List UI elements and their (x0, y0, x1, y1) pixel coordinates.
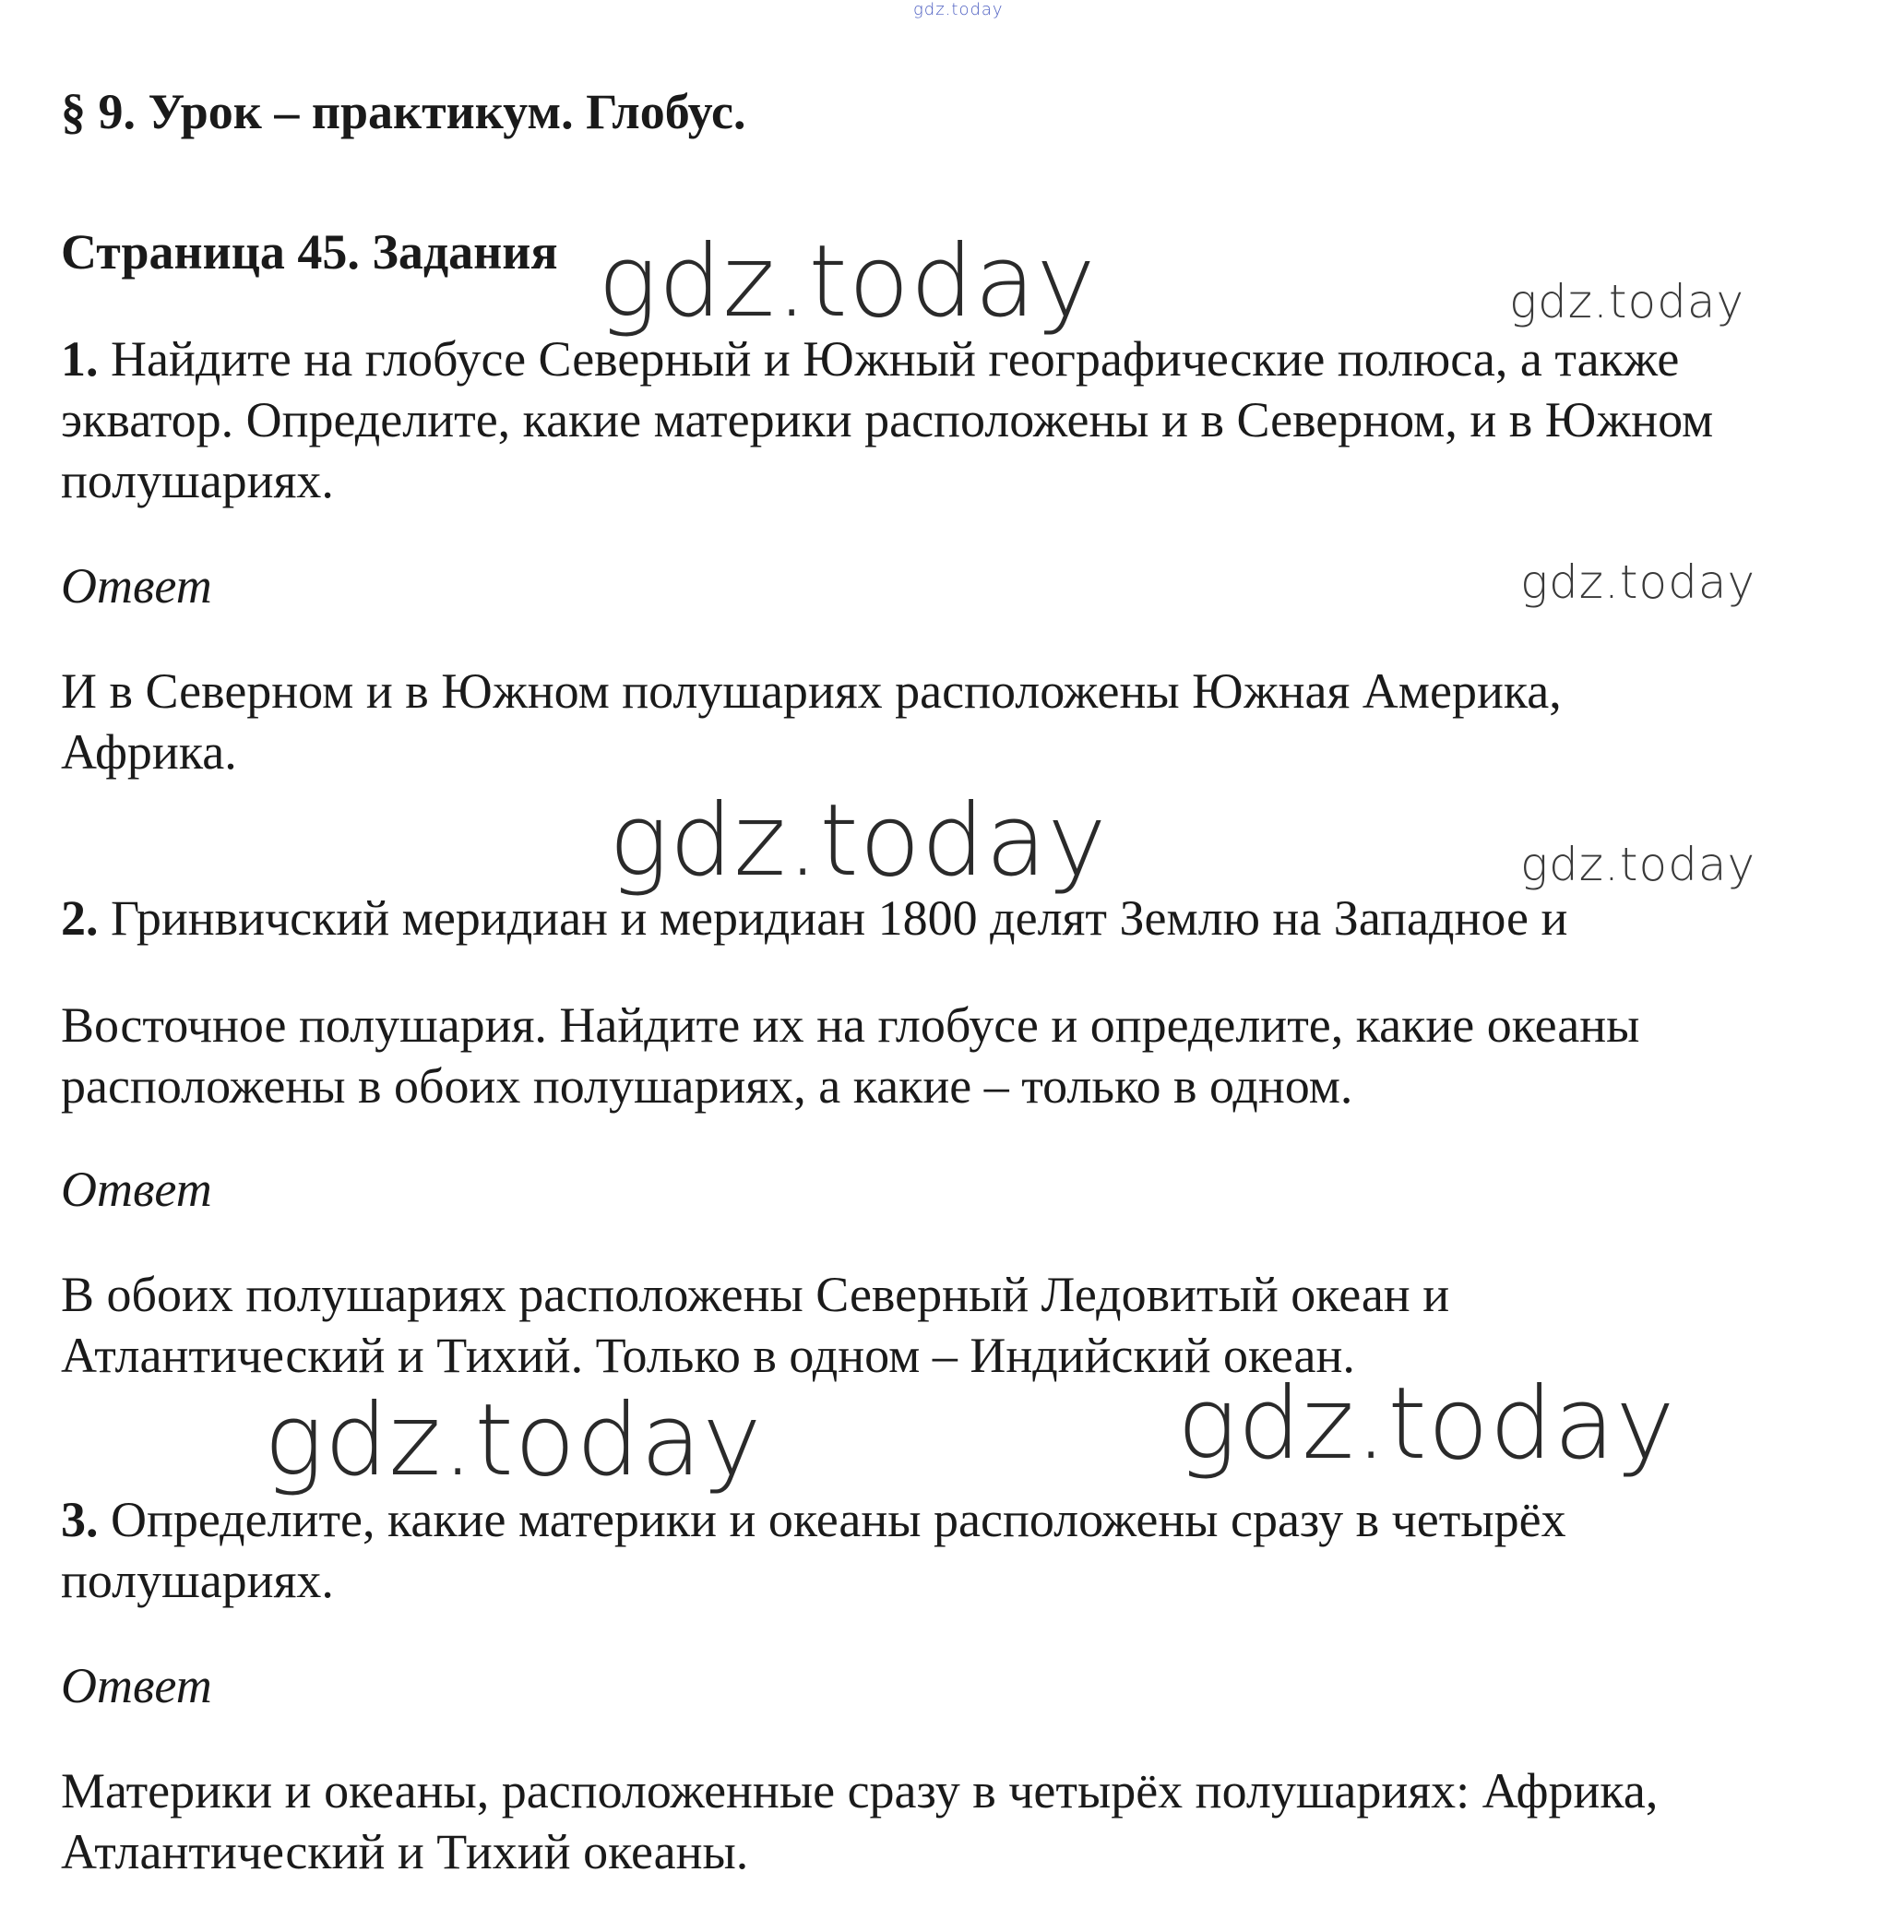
task-3-answer-line-2: Атлантический и Тихий океаны. (61, 1824, 749, 1879)
page-heading: Страница 45. Задания (61, 224, 558, 280)
watermark: gdz.today (1177, 1366, 1676, 1482)
task-2-answer-line-2: Атлантический и Тихий. Только в одном – Индийский океан. (61, 1328, 1355, 1383)
watermark: gdz.today (1520, 838, 1756, 891)
task-1-question-line-1: 1. Найдите на глобусе Северный и Южный географические полюса, а также (61, 331, 1680, 387)
watermark: gdz.today (1520, 555, 1756, 609)
task-2-number: 2. (61, 890, 99, 946)
watermark: gdz.today (609, 783, 1108, 899)
task-2-question-line-3: расположены в обоих полушариях, а какие – только в одном. (61, 1058, 1353, 1114)
task-3-question-line-1: 3. Определите, какие материки и океаны расположены сразу в четырёх (61, 1492, 1566, 1547)
task-2-question-line-2: Восточное полушария. Найдите их на глобусе и определите, какие океаны (61, 997, 1640, 1053)
watermark: gdz.today (1509, 275, 1745, 328)
task-3-answer-label: Ответ (61, 1658, 212, 1713)
task-1-question-line-2: экватор. Определите, какие материки расположены и в Северном, и в Южном (61, 392, 1714, 447)
task-1-answer-label: Ответ (61, 558, 212, 614)
task-3-answer-line-1: Материки и океаны, расположенные сразу в четырёх полушариях: Африка, (61, 1763, 1659, 1819)
watermark: gdz.today (264, 1383, 763, 1498)
section-title: § 9. Урок – практикум. Глобус. (61, 84, 746, 139)
task-2-question-line-1: 2. Гринвичский меридиан и меридиан 1800 делят Землю на Западное и (61, 890, 1568, 946)
task-1-question-line-3: полушариях. (61, 453, 334, 508)
task-1-number: 1. (61, 331, 99, 387)
task-2-answer-label: Ответ (61, 1162, 212, 1217)
task-2-answer-line-1: В обоих полушариях расположены Северный Ледовитый океан и (61, 1267, 1450, 1322)
task-1-answer-line-1: И в Северном и в Южном полушариях расположены Южная Америка, (61, 663, 1562, 719)
task-1-answer-line-2: Африка. (61, 724, 237, 780)
watermark-top: gdz.today (913, 0, 1004, 19)
task-3-question-line-2: полушариях. (61, 1553, 334, 1608)
watermark: gdz.today (598, 224, 1097, 340)
task-3-number: 3. (61, 1492, 99, 1547)
